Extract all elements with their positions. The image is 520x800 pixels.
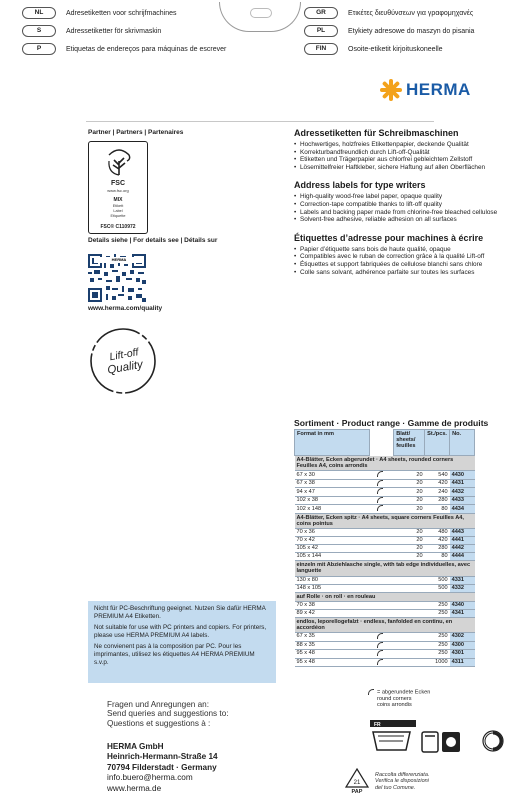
cell-corner bbox=[370, 650, 394, 658]
cell-corner bbox=[370, 553, 394, 561]
cell-size: 102 x 148 bbox=[295, 505, 370, 513]
cell-pcs: 500 bbox=[425, 576, 450, 584]
recycling-pap-icon bbox=[345, 768, 369, 794]
table-group-row bbox=[295, 513, 475, 528]
cell-size: 70 x 42 bbox=[295, 537, 370, 545]
bullet: • Compatibles avec le ruban de correction grâce à la qualité Lift-off bbox=[294, 253, 508, 261]
cell-article-no: 4301 bbox=[450, 650, 475, 658]
group-label: einzeln mit Abziehlasche single, with tab edge individuelles, avec languette bbox=[295, 561, 475, 576]
cell-size: 67 x 30 bbox=[295, 471, 370, 479]
bullet: • Etiketten und Trägerpapier aus chlorfrei gebleichtem Zellstoff bbox=[294, 156, 508, 164]
product-range-table bbox=[294, 429, 475, 667]
cell-pcs: 250 bbox=[425, 609, 450, 617]
cell-corner bbox=[370, 633, 394, 641]
header-format: Format in mm bbox=[295, 430, 370, 456]
round-corner-icon bbox=[377, 488, 383, 494]
address-email: info.buero@herma.com bbox=[107, 773, 193, 783]
cell-article-no: 4433 bbox=[450, 496, 475, 504]
lang-code: S bbox=[22, 25, 56, 37]
group-label: auf Rolle · on roll · en rouleau bbox=[295, 592, 475, 601]
address-street: Heinrich-Hermann-Straße 14 bbox=[107, 752, 218, 762]
feedback-text bbox=[107, 700, 229, 728]
cell-corner bbox=[370, 471, 394, 479]
cell-sheets: 20 bbox=[394, 496, 425, 504]
legend-text: = abgerundete Ecken bbox=[377, 689, 431, 696]
table-body bbox=[295, 456, 475, 667]
liftoff-line2: Quality bbox=[106, 358, 144, 377]
table-row bbox=[295, 479, 475, 487]
group-label: endlos, leporellogefalzt · endless, fanfolded en continu, en accordéon bbox=[295, 617, 475, 632]
address-web: www.herma.de bbox=[107, 783, 162, 793]
cell-corner bbox=[370, 505, 394, 513]
section-fr bbox=[294, 233, 508, 276]
cell-corner bbox=[370, 641, 394, 649]
fsc-small-2: Label bbox=[113, 209, 123, 213]
notice-de: Nicht für PC-Beschriftung geeignet. Nutzen Sie dafür HERMA PREMIUM A4 Etiketten. bbox=[94, 605, 266, 620]
round-corner-icon bbox=[377, 471, 383, 477]
bullet: • Papier d’étiquette sans bois de haute qualité, opaque bbox=[294, 246, 508, 254]
cell-corner bbox=[370, 609, 394, 617]
cell-size: 67 x 35 bbox=[295, 633, 370, 641]
recycle-pap: PAP bbox=[351, 789, 363, 794]
recycling-note bbox=[375, 772, 429, 791]
svg-text:FR: FR bbox=[374, 722, 381, 728]
cell-corner bbox=[370, 537, 394, 545]
bullet: • High-quality wood-free label paper, opaque quality bbox=[294, 193, 508, 201]
cell-article-no: 4444 bbox=[450, 553, 475, 561]
cell-pcs: 500 bbox=[425, 584, 450, 592]
cell-article-no: 4300 bbox=[450, 641, 475, 649]
address-city: 70794 Filderstadt · Germany bbox=[107, 762, 217, 772]
cell-sheets bbox=[394, 609, 425, 617]
cell-article-no: 4341 bbox=[450, 609, 475, 617]
herma-star-icon bbox=[380, 79, 402, 101]
table-row bbox=[295, 633, 475, 641]
cell-size: 89 x 42 bbox=[295, 609, 370, 617]
feedback-en: Send queries and suggestions to: bbox=[107, 709, 229, 719]
round-corner-icon bbox=[377, 650, 383, 656]
fsc-code: FSC® C110972 bbox=[100, 224, 136, 230]
cell-size: 88 x 35 bbox=[295, 641, 370, 649]
table-row bbox=[295, 545, 475, 553]
legend-text: round corners bbox=[377, 695, 412, 702]
bullet: • Colle sans solvant, adhérence parfaite sur toutes les surfaces bbox=[294, 269, 508, 277]
fsc-label: FSC bbox=[111, 180, 125, 187]
cell-pcs: 280 bbox=[425, 496, 450, 504]
recycle-code: 21 bbox=[353, 780, 361, 786]
round-corner-icon bbox=[377, 505, 383, 511]
cell-sheets bbox=[394, 658, 425, 666]
bullet: • Labels and backing paper made from chlorine-free bleached cellulose bbox=[294, 209, 508, 217]
bullet: • Hochwertiges, holzfreies Etikettenpapier, deckende Qualität bbox=[294, 141, 508, 149]
cell-article-no: 4331 bbox=[450, 576, 475, 584]
fsc-small-1: Etikett bbox=[112, 204, 124, 208]
bullet: • Correction-tape compatible thanks to lift-off quality bbox=[294, 201, 508, 209]
cell-sheets: 20 bbox=[394, 479, 425, 487]
cell-article-no: 4340 bbox=[450, 601, 475, 609]
cell-pcs: 80 bbox=[425, 505, 450, 513]
table-group-row bbox=[295, 561, 475, 576]
cell-sheets bbox=[394, 650, 425, 658]
cell-corner bbox=[370, 479, 394, 487]
recycling-note-line: Verifica le disposizioni bbox=[375, 778, 429, 785]
cell-corner bbox=[370, 545, 394, 553]
header-spacer bbox=[370, 430, 394, 456]
table-row bbox=[295, 601, 475, 609]
cell-corner bbox=[370, 601, 394, 609]
lang-text: Adressetiketter för skrivmaskin bbox=[66, 27, 162, 35]
lang-code: FIN bbox=[304, 43, 338, 55]
table-row bbox=[295, 529, 475, 537]
table-row bbox=[295, 609, 475, 617]
feedback-fr: Questions et suggestions à : bbox=[107, 718, 211, 728]
cell-corner bbox=[370, 658, 394, 666]
lang-text: Adresetiketten voor schrijfmachines bbox=[66, 9, 177, 17]
cell-size: 148 x 105 bbox=[295, 584, 370, 592]
lang-row-p bbox=[22, 42, 226, 56]
cell-sheets bbox=[394, 633, 425, 641]
cell-size: 130 x 80 bbox=[295, 576, 370, 584]
cell-pcs: 250 bbox=[425, 641, 450, 649]
cell-sheets: 20 bbox=[394, 505, 425, 513]
notice-fr: Ne convienent pas à la composition par PC. Pour les imprimantes, utilisez les étiquettes A4 HERMA PREMIUM s.v.p. bbox=[94, 643, 255, 666]
table-row bbox=[295, 584, 475, 592]
bullet: • Étiquettes et support fabriquées de cellulose blanchi sans chlore bbox=[294, 261, 508, 269]
fsc-certificate bbox=[88, 141, 148, 234]
notice-en: Not suitable for use with PC printers and copiers. For printers, please use HERMA PREMIUM A4 labels. bbox=[94, 624, 267, 639]
cell-pcs: 280 bbox=[425, 545, 450, 553]
table-group-row bbox=[295, 617, 475, 632]
cell-pcs: 250 bbox=[425, 650, 450, 658]
cell-corner bbox=[370, 584, 394, 592]
cell-sheets: 20 bbox=[394, 529, 425, 537]
cell-size: 70 x 36 bbox=[295, 529, 370, 537]
lang-code: GR bbox=[304, 7, 338, 19]
cell-article-no: 4432 bbox=[450, 488, 475, 496]
header-pcs: St./pcs. bbox=[425, 430, 450, 456]
round-corner-icon bbox=[377, 642, 383, 648]
round-corner-icon bbox=[377, 633, 383, 639]
section-title: Étiquettes d’adresse pour machines à écrire bbox=[294, 232, 484, 243]
header-sheets: Blatt/ sheets/ feuilles bbox=[394, 430, 425, 456]
cell-sheets bbox=[394, 584, 425, 592]
table-row bbox=[295, 496, 475, 504]
liftoff-line1: Lift-off bbox=[108, 346, 140, 364]
cell-corner bbox=[370, 576, 394, 584]
herma-logo bbox=[380, 78, 471, 102]
round-corner-icon bbox=[377, 659, 383, 665]
round-corner-icon bbox=[377, 480, 383, 486]
group-label: A4-Blätter, Ecken spitz · A4 sheets, square corners Feuilles A4, coins pointus bbox=[295, 513, 475, 528]
legend-text: coins arrondis bbox=[377, 701, 412, 708]
company-address bbox=[107, 742, 218, 794]
lang-code: NL bbox=[22, 7, 56, 19]
round-corners-legend bbox=[368, 689, 430, 708]
cell-pcs: 80 bbox=[425, 553, 450, 561]
liftoff-quality-badge bbox=[88, 326, 158, 396]
table-header-row bbox=[295, 430, 475, 456]
lang-row-pl bbox=[304, 24, 474, 38]
header-no: No. bbox=[450, 430, 475, 456]
cell-pcs: 420 bbox=[425, 537, 450, 545]
legend-line bbox=[368, 689, 430, 696]
details-label: Details siehe | For details see | Détails sur bbox=[88, 237, 218, 244]
cell-pcs: 420 bbox=[425, 479, 450, 487]
cell-sheets: 20 bbox=[394, 488, 425, 496]
lang-row-gr bbox=[304, 6, 473, 20]
lang-row-nl bbox=[22, 6, 177, 20]
recycling-note-line: Raccolta differenziata. bbox=[375, 772, 430, 778]
lang-row-s bbox=[22, 24, 161, 38]
cell-sheets bbox=[394, 601, 425, 609]
table-row bbox=[295, 553, 475, 561]
cell-article-no: 4443 bbox=[450, 529, 475, 537]
cell-pcs: 240 bbox=[425, 488, 450, 496]
cell-size: 67 x 38 bbox=[295, 479, 370, 487]
table-row bbox=[295, 650, 475, 658]
cell-sheets: 20 bbox=[394, 471, 425, 479]
cell-pcs: 250 bbox=[425, 633, 450, 641]
table-row bbox=[295, 576, 475, 584]
cell-article-no: 4431 bbox=[450, 479, 475, 487]
cell-sheets bbox=[394, 576, 425, 584]
lang-text: Osoite-etiketit kirjoituskoneelle bbox=[348, 45, 443, 53]
feedback-de: Fragen und Anregungen an: bbox=[107, 700, 209, 709]
product-descriptions bbox=[294, 128, 508, 281]
fsc-small-3: Etiquette bbox=[110, 214, 126, 218]
table-row bbox=[295, 488, 475, 496]
cell-sheets: 20 bbox=[394, 553, 425, 561]
cell-size: 94 x 47 bbox=[295, 488, 370, 496]
cell-corner bbox=[370, 496, 394, 504]
section-title: Adressetiketten für Schreibmaschinen bbox=[294, 128, 459, 138]
brand-name: HERMA bbox=[406, 80, 471, 99]
cell-sheets bbox=[394, 641, 425, 649]
sortiment-title: Sortiment · Product range · Gamme de produits bbox=[294, 418, 489, 428]
lang-code: PL bbox=[304, 25, 338, 37]
group-label: A4-Blätter, Ecken abgerundet · A4 sheets, rounded corners Feuilles A4, coins arrondis bbox=[295, 456, 475, 471]
cell-size: 70 x 38 bbox=[295, 601, 370, 609]
cell-size: 105 x 144 bbox=[295, 553, 370, 561]
fsc-mix: MIX bbox=[113, 197, 123, 203]
lang-text: Ετικέτες διευθύνσεων για γραφομηχανές bbox=[348, 9, 474, 17]
section-en bbox=[294, 180, 508, 223]
table-group-row bbox=[295, 592, 475, 601]
cell-pcs: 540 bbox=[425, 471, 450, 479]
cell-corner bbox=[370, 529, 394, 537]
round-corner-icon bbox=[368, 689, 374, 695]
cell-corner bbox=[370, 488, 394, 496]
pc-notice-box bbox=[88, 601, 276, 683]
cell-sheets: 20 bbox=[394, 537, 425, 545]
cell-article-no: 4434 bbox=[450, 505, 475, 513]
cell-article-no: 4441 bbox=[450, 537, 475, 545]
quality-url: www.herma.com/quality bbox=[88, 305, 163, 312]
fsc-tree-icon bbox=[105, 147, 133, 177]
disposal-icon bbox=[370, 720, 470, 770]
cell-article-no: 4311 bbox=[450, 658, 475, 666]
cell-sheets: 20 bbox=[394, 545, 425, 553]
table-row bbox=[295, 658, 475, 666]
round-corner-icon bbox=[377, 497, 383, 503]
cell-pcs: 480 bbox=[425, 529, 450, 537]
bullet: • Korrekturbandfreundlich durch Lift-off-Qualität bbox=[294, 149, 508, 157]
cell-size: 102 x 38 bbox=[295, 496, 370, 504]
green-dot-icon bbox=[482, 730, 504, 752]
lang-text: Etykiety adresowe do maszyn do pisania bbox=[348, 27, 475, 35]
partner-label: Partner | Partners | Partenaires bbox=[88, 129, 184, 136]
cell-pcs: 1000 bbox=[425, 658, 450, 666]
section-title: Address labels for type writers bbox=[294, 180, 426, 191]
lang-text: Etiquetas de endereços para máquinas de escrever bbox=[66, 45, 227, 53]
bullet: • Lösemittelfreier Haftkleber, sichere Haftung auf allen Oberflächen bbox=[294, 164, 508, 172]
address-company: HERMA GmbH bbox=[107, 742, 164, 751]
cell-size: 95 x 48 bbox=[295, 650, 370, 658]
lang-code: P bbox=[22, 43, 56, 55]
bullet: • Solvent-free adhesive, reliable adhesion on all surfaces bbox=[294, 216, 508, 224]
table-row bbox=[295, 641, 475, 649]
lang-row-fin bbox=[304, 42, 443, 56]
table-row bbox=[295, 471, 475, 479]
cell-article-no: 4332 bbox=[450, 584, 475, 592]
cell-article-no: 4442 bbox=[450, 545, 475, 553]
table-row bbox=[295, 505, 475, 513]
cell-size: 105 x 42 bbox=[295, 545, 370, 553]
recycling-note-line: del tuo Comune. bbox=[375, 784, 416, 791]
fsc-url: www.fsc.org bbox=[107, 188, 129, 193]
qr-brand-label: HERMA bbox=[94, 257, 144, 263]
table-group-row bbox=[295, 456, 475, 471]
cell-article-no: 4430 bbox=[450, 471, 475, 479]
section-de bbox=[294, 128, 508, 171]
cell-article-no: 4302 bbox=[450, 633, 475, 641]
cell-size: 95 x 48 bbox=[295, 658, 370, 666]
cell-pcs: 250 bbox=[425, 601, 450, 609]
table-row bbox=[295, 537, 475, 545]
